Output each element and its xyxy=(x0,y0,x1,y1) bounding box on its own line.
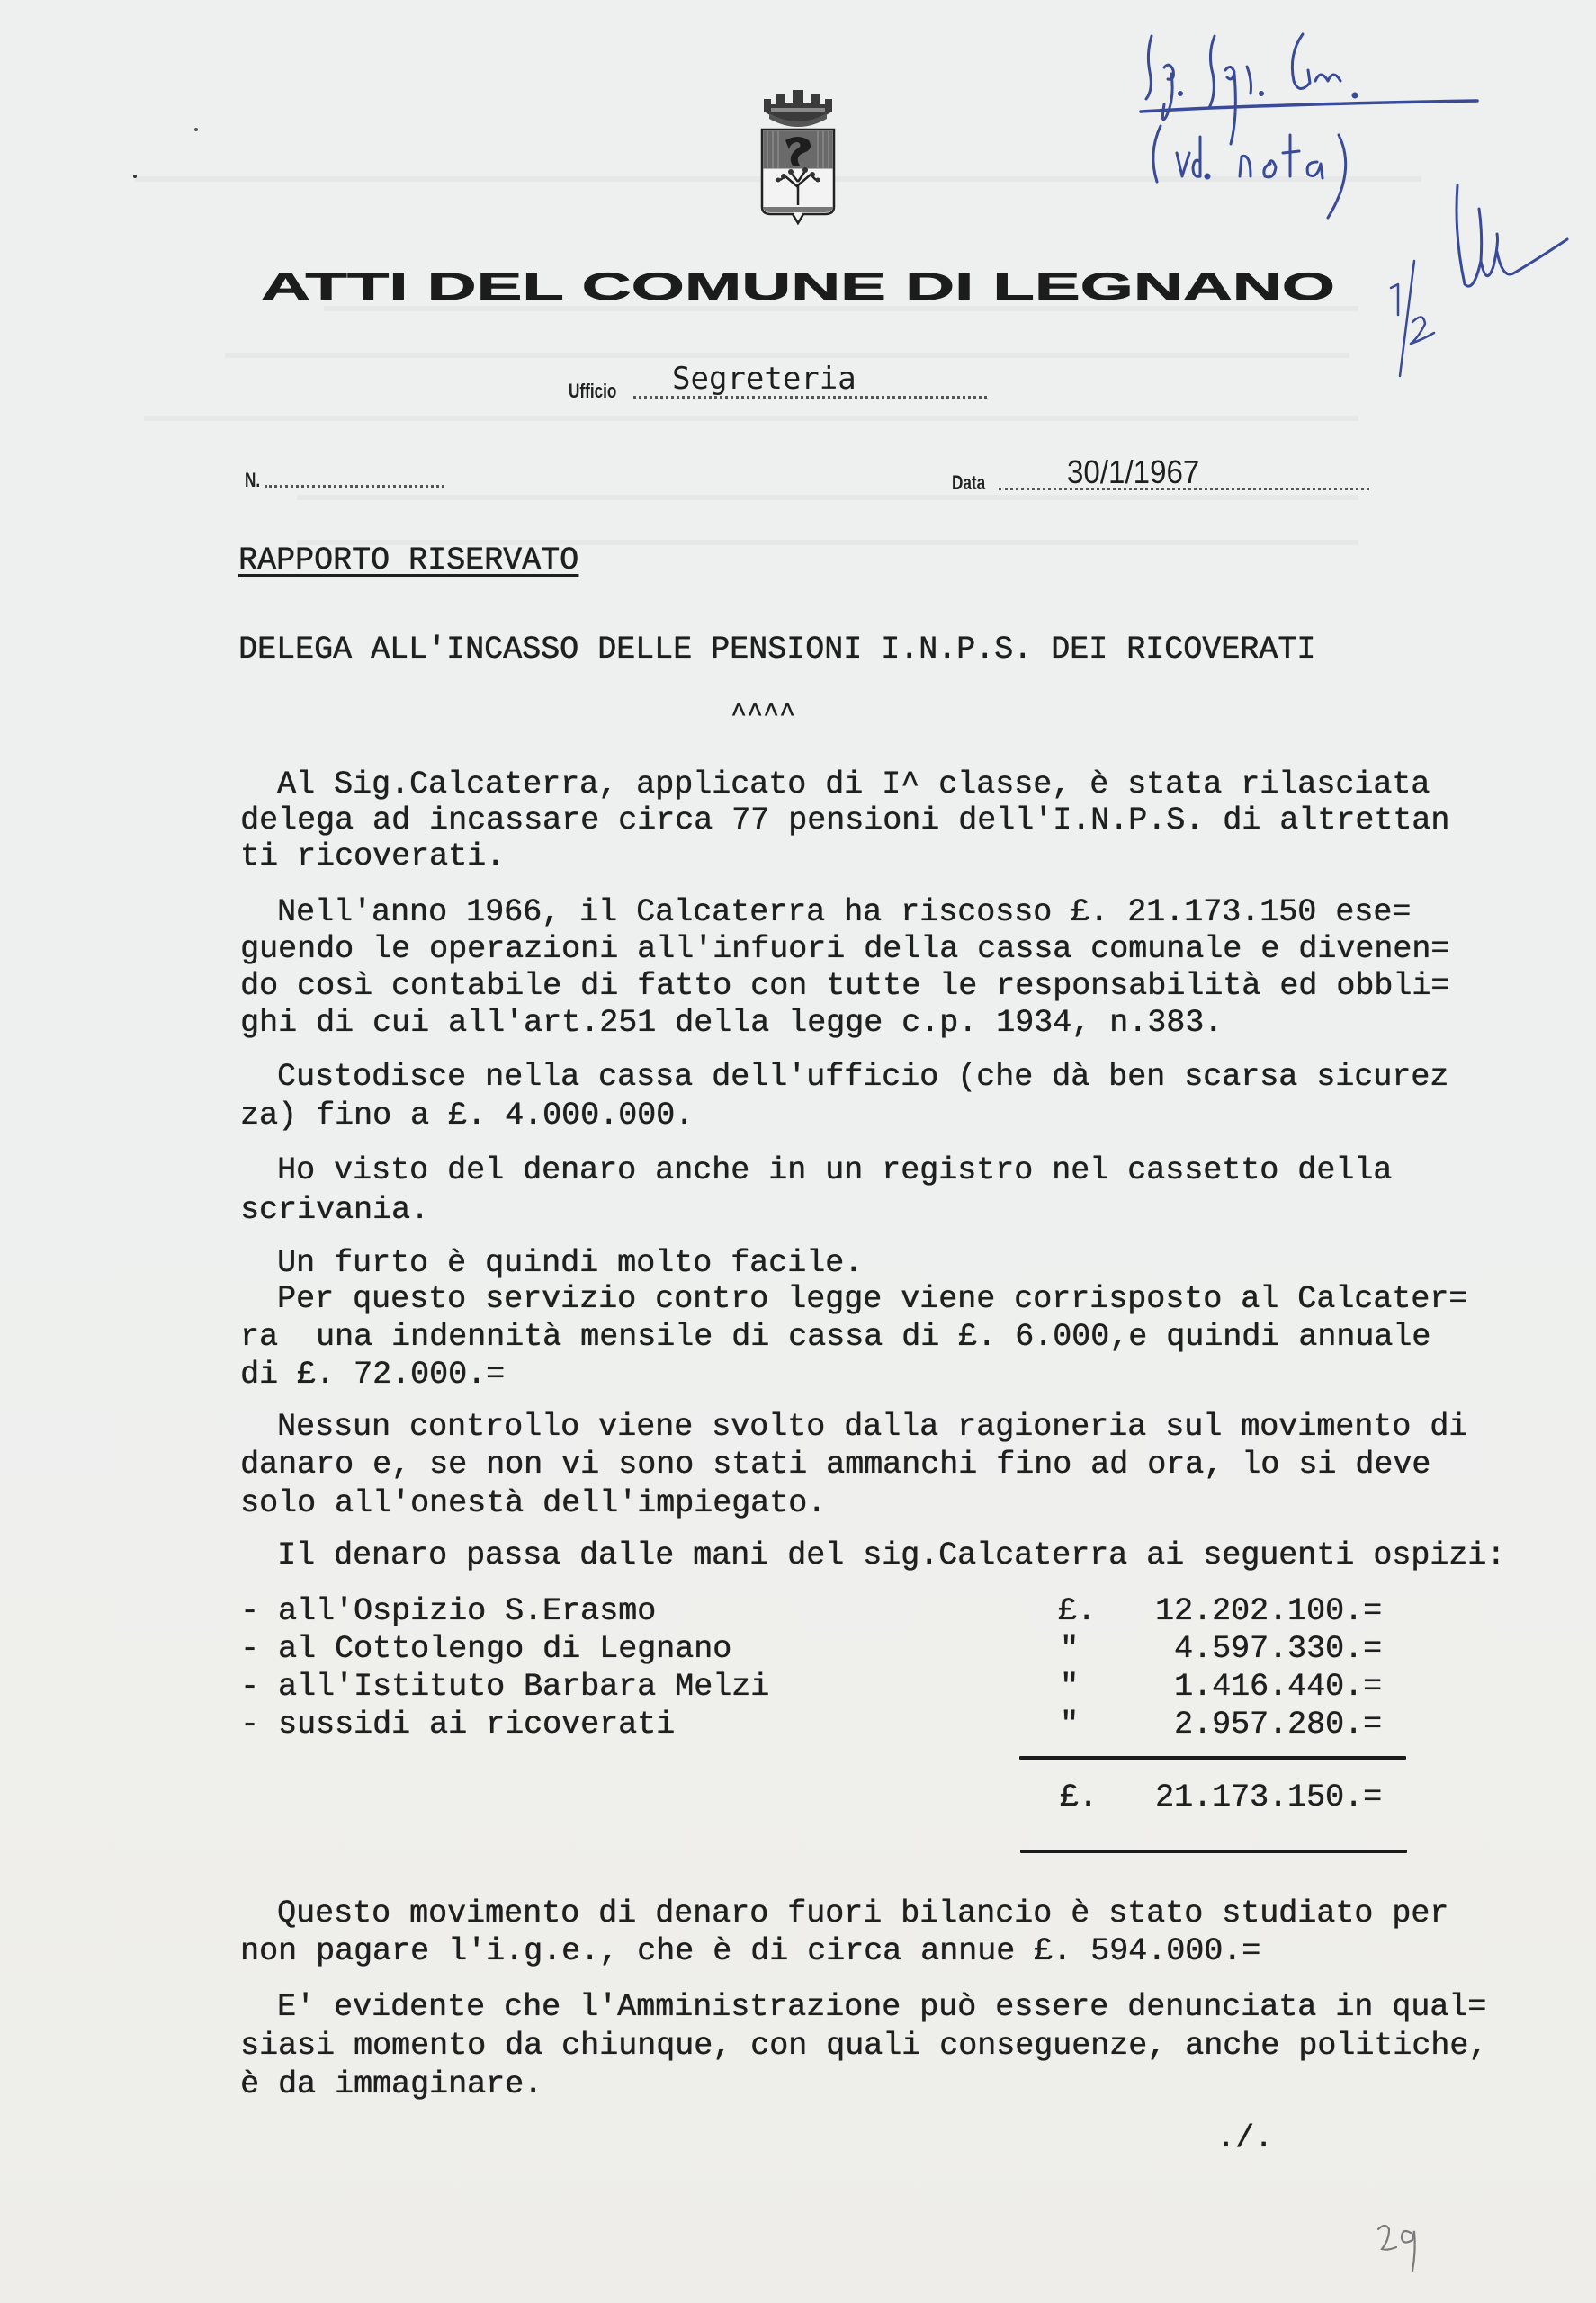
office-value: Segreteria xyxy=(672,361,856,397)
body-line: Nell'anno 1966, il Calcaterra ha riscosso £. 21.173.150 ese= xyxy=(277,894,1412,930)
distribution-currency: " xyxy=(1060,1631,1080,1667)
sum-rule xyxy=(1019,1756,1406,1760)
body-line: Ho visto del denaro anche in un registro nel cassetto della xyxy=(277,1152,1393,1188)
distribution-label: - all'Istituto Barbara Melzi xyxy=(240,1669,770,1705)
body-line: delega ad incassare circa 77 pensioni dell'I.N.P.S. di altrettan xyxy=(240,802,1450,838)
stray-ink-dot xyxy=(133,175,137,178)
body-line: do così contabile di fatto con tutte le responsabilità ed obbli= xyxy=(240,968,1450,1004)
body-line: di £. 72.000.= xyxy=(240,1357,506,1393)
body-line: solo all'onestà dell'impiegato. xyxy=(240,1485,827,1521)
distribution-currency: " xyxy=(1060,1669,1080,1705)
distribution-currency: " xyxy=(1060,1707,1080,1743)
body-line: siasi momento da chiunque, con quali conseguenze, anche politiche, xyxy=(240,2028,1488,2064)
body-line: E' evidente che l'Amministrazione può essere denunciata in qual= xyxy=(277,1989,1487,2025)
subject-heading: DELEGA ALL'INCASSO DELLE PENSIONI I.N.P.S. DEI RICOVERATI xyxy=(238,632,1316,668)
body-line: ra una indennità mensile di cassa di £. 6.000,e quindi annuale xyxy=(240,1319,1431,1355)
pencil-page-number xyxy=(1375,2220,1429,2280)
continuation-mark: ./. xyxy=(1216,2120,1274,2156)
distribution-amount: 12.202.100.= xyxy=(1155,1593,1383,1629)
office-label: Ufficio xyxy=(569,380,617,402)
title-text: ATTI DEL COMUNE DI LEGNANO xyxy=(261,266,1335,306)
distribution-amount: 4.597.330.= xyxy=(1174,1631,1383,1667)
body-line: Nessun controllo viene svolto dalla ragioneria sul movimento di xyxy=(277,1409,1468,1445)
body-line: Il denaro passa dalle mani del sig.Calcaterra ai seguenti ospizi: xyxy=(277,1537,1506,1573)
handwritten-annotation xyxy=(1125,18,1583,378)
body-line: ti ricoverati. xyxy=(240,838,506,874)
body-line: danaro e, se non vi sono stati ammanchi fino ad ora, lo si deve xyxy=(240,1447,1431,1483)
stray-ink-dot xyxy=(194,128,198,131)
coat-of-arms-icon xyxy=(758,86,838,225)
distribution-label: - al Cottolengo di Legnano xyxy=(240,1631,732,1667)
distribution-amount: 1.416.440.= xyxy=(1174,1669,1383,1705)
body-line: Per questo servizio contro legge viene corrisposto al Calcater= xyxy=(277,1281,1468,1317)
body-line: za) fino a £. 4.000.000. xyxy=(240,1098,695,1134)
distribution-label: - all'Ospizio S.Erasmo xyxy=(240,1593,657,1629)
body-line: Un furto è quindi molto facile. xyxy=(277,1245,864,1281)
distribution-currency: £. xyxy=(1058,1593,1097,1629)
date-value: 30/1/1967 xyxy=(1067,453,1200,490)
body-line: è da immaginare. xyxy=(240,2066,543,2102)
distribution-label: - sussidi ai ricoverati xyxy=(240,1707,676,1743)
number-dotted-line xyxy=(265,485,444,488)
body-line: Questo movimento di denaro fuori bilancio è stato studiato per xyxy=(277,1895,1449,1931)
classification-heading: RAPPORTO RISERVATO xyxy=(238,542,579,578)
total-closing-rule xyxy=(1020,1850,1407,1853)
body-line: non pagare l'i.g.e., che è di circa annue £. 594.000.= xyxy=(240,1933,1261,1969)
body-line: ghi di cui all'art.251 della legge c.p. 1934, n.383. xyxy=(240,1005,1224,1041)
separator: ^^^^ xyxy=(731,700,796,730)
body-line: Custodisce nella cassa dell'ufficio (che dà ben scarsa sicurez xyxy=(277,1059,1449,1095)
date-label: Data xyxy=(952,471,986,494)
total-amount: 21.173.150.= xyxy=(1155,1779,1383,1815)
total-currency: £. xyxy=(1060,1779,1098,1815)
body-line: Al Sig.Calcaterra, applicato di I^ classe, è stata rilasciata xyxy=(277,766,1430,802)
body-line: scrivania. xyxy=(240,1192,430,1228)
body-line: guendo le operazioni all'infuori della cassa comunale e divenen= xyxy=(240,931,1450,967)
distribution-amount: 2.957.280.= xyxy=(1174,1707,1383,1743)
number-label: N. xyxy=(245,469,261,491)
